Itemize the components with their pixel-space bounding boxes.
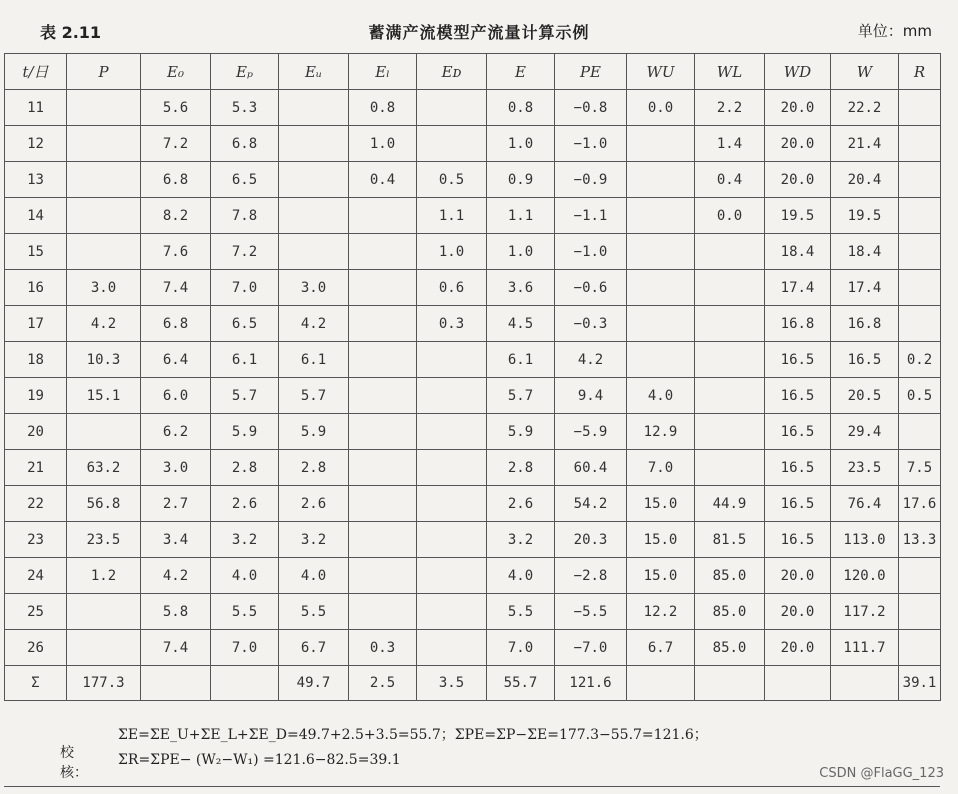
table-cell: 60.4 (555, 450, 627, 486)
table-cell: 4.0 (627, 378, 695, 414)
table-cell: 6.7 (627, 630, 695, 666)
table-cell: 39.1 (899, 666, 941, 701)
table-cell: 2.7 (141, 486, 211, 522)
table-cell: 6.1 (487, 342, 555, 378)
table-cell: 16.8 (831, 306, 899, 342)
table-cell: 16.5 (765, 450, 831, 486)
table-cell: 3.0 (279, 270, 349, 306)
sum-row (5, 666, 941, 701)
table-cell: 22.2 (831, 90, 899, 126)
table-cell: 49.7 (279, 666, 349, 701)
table-cell (211, 666, 279, 701)
table-cell (695, 378, 765, 414)
table-cell: 2.5 (349, 666, 417, 701)
table-cell: 1.0 (349, 126, 417, 162)
column-header: WL (695, 54, 765, 90)
table-cell: 3.0 (141, 450, 211, 486)
table-cell: 15.0 (627, 522, 695, 558)
table-cell: 2.8 (279, 450, 349, 486)
table-cell: 14 (5, 198, 67, 234)
table-cell: 19 (5, 378, 67, 414)
table-cell: 2.6 (211, 486, 279, 522)
table-cell: −1.1 (555, 198, 627, 234)
table-cell (349, 306, 417, 342)
table-cell: 6.8 (211, 126, 279, 162)
table-cell (627, 666, 695, 701)
table-cell: 0.0 (627, 90, 695, 126)
table-cell: −0.9 (555, 162, 627, 198)
table-cell: 6.5 (211, 306, 279, 342)
column-header: PE (555, 54, 627, 90)
table-cell: 5.5 (487, 594, 555, 630)
table-cell: 2.8 (211, 450, 279, 486)
table-cell: 7.5 (899, 450, 941, 486)
table-cell: 0.9 (487, 162, 555, 198)
table-row (5, 486, 941, 522)
table-cell (67, 198, 141, 234)
table-cell: 0.8 (487, 90, 555, 126)
table-cell: 16.5 (765, 342, 831, 378)
table-cell: −1.0 (555, 234, 627, 270)
table-cell (67, 594, 141, 630)
table-cell: 6.4 (141, 342, 211, 378)
table-cell (279, 162, 349, 198)
table-title: 蓄满产流模型产流量计算示例 (368, 23, 590, 42)
check-formula-1: ΣE=ΣE_U+ΣE_L+ΣE_D=49.7+2.5+3.5=55.7；ΣPE=ΣP−ΣE=177.3−55.7=121.6； (118, 727, 708, 743)
table-row (5, 342, 941, 378)
table-cell (899, 594, 941, 630)
table-cell (349, 594, 417, 630)
column-header: t/日 (5, 54, 67, 90)
table-cell: 20.5 (831, 378, 899, 414)
table-cell: 3.6 (487, 270, 555, 306)
table-cell (349, 522, 417, 558)
table-cell: 20.0 (765, 558, 831, 594)
column-header: W (831, 54, 899, 90)
table-header (0, 0, 958, 46)
table-cell (695, 450, 765, 486)
table-cell: 85.0 (695, 558, 765, 594)
table-cell: 0.3 (417, 306, 487, 342)
table-cell: 4.2 (279, 306, 349, 342)
table-cell: 5.3 (211, 90, 279, 126)
table-row (5, 450, 941, 486)
table-cell: 0.2 (899, 342, 941, 378)
table-cell: 22 (5, 486, 67, 522)
table-cell: 0.4 (695, 162, 765, 198)
table-row (5, 594, 941, 630)
table-cell (899, 162, 941, 198)
table-cell: 19.5 (831, 198, 899, 234)
table-cell (279, 198, 349, 234)
table-cell: 16 (5, 270, 67, 306)
table-cell: 3.2 (487, 522, 555, 558)
table-cell (831, 666, 899, 701)
table-cell: 0.0 (695, 198, 765, 234)
table-cell: 2.6 (279, 486, 349, 522)
table-cell: 120.0 (831, 558, 899, 594)
table-cell: 44.9 (695, 486, 765, 522)
table-cell: 1.0 (417, 234, 487, 270)
table-cell: −7.0 (555, 630, 627, 666)
table-cell: 3.2 (279, 522, 349, 558)
table-cell: 85.0 (695, 594, 765, 630)
table-cell: 6.2 (141, 414, 211, 450)
table-cell: 9.4 (555, 378, 627, 414)
unit-label: 单位：mm (857, 22, 932, 40)
table-cell: 15.0 (627, 558, 695, 594)
table-cell (899, 234, 941, 270)
table-cell: 4.2 (141, 558, 211, 594)
column-header: E (487, 54, 555, 90)
table-cell (627, 270, 695, 306)
table-cell: 26 (5, 630, 67, 666)
table-cell (417, 558, 487, 594)
table-cell: Σ (5, 666, 67, 701)
table-cell (349, 558, 417, 594)
table-cell (627, 198, 695, 234)
table-cell: 20.0 (765, 630, 831, 666)
table-cell: 111.7 (831, 630, 899, 666)
table-cell: 16.5 (765, 522, 831, 558)
table-cell (67, 90, 141, 126)
column-header: E₀ (141, 54, 211, 90)
table-cell (899, 414, 941, 450)
table-cell: 5.7 (279, 378, 349, 414)
table-cell: 1.0 (487, 126, 555, 162)
table-cell: 20.0 (765, 162, 831, 198)
table-cell: 117.2 (831, 594, 899, 630)
table-cell (349, 414, 417, 450)
table-cell: 18 (5, 342, 67, 378)
table-cell: 56.8 (67, 486, 141, 522)
table-cell: 6.8 (141, 162, 211, 198)
table-cell: 7.4 (141, 630, 211, 666)
table-cell: 13.3 (899, 522, 941, 558)
table-cell: 54.2 (555, 486, 627, 522)
table-row (5, 414, 941, 450)
table-cell: −5.9 (555, 414, 627, 450)
table-cell: 12.2 (627, 594, 695, 630)
table-cell: 5.5 (279, 594, 349, 630)
table-cell: 1.1 (417, 198, 487, 234)
table-cell: 7.2 (141, 126, 211, 162)
check-formula-2: ΣR=ΣPE− (W₂−W₁) =121.6−82.5=39.1 (118, 752, 401, 768)
bottom-rule (4, 786, 940, 787)
table-cell (417, 126, 487, 162)
column-header: Eₚ (211, 54, 279, 90)
table-cell: 5.6 (141, 90, 211, 126)
table-cell (695, 234, 765, 270)
table-cell: 5.9 (279, 414, 349, 450)
table-cell (695, 342, 765, 378)
table-cell: −1.0 (555, 126, 627, 162)
table-row (5, 306, 941, 342)
table-cell: 7.6 (141, 234, 211, 270)
table-cell: 6.0 (141, 378, 211, 414)
table-cell: 7.8 (211, 198, 279, 234)
table-cell: 4.5 (487, 306, 555, 342)
table-cell (279, 126, 349, 162)
table-cell: 0.6 (417, 270, 487, 306)
table-cell (279, 234, 349, 270)
table-cell: 4.2 (555, 342, 627, 378)
table-cell: 6.1 (279, 342, 349, 378)
table-cell: 3.0 (67, 270, 141, 306)
table-cell: 15 (5, 234, 67, 270)
table-cell (67, 234, 141, 270)
table-row (5, 126, 941, 162)
table-cell: 15.0 (627, 486, 695, 522)
table-cell: 4.0 (487, 558, 555, 594)
table-cell: 23.5 (831, 450, 899, 486)
table-cell: 15.1 (67, 378, 141, 414)
table-cell: 20.4 (831, 162, 899, 198)
table-cell: 24 (5, 558, 67, 594)
table-cell (417, 378, 487, 414)
column-header: P (67, 54, 141, 90)
table-row (5, 378, 941, 414)
table-cell: 5.7 (487, 378, 555, 414)
table-cell: −0.6 (555, 270, 627, 306)
table-cell: 8.2 (141, 198, 211, 234)
table-cell: 76.4 (831, 486, 899, 522)
table-cell: −5.5 (555, 594, 627, 630)
table-cell: 1.1 (487, 198, 555, 234)
table-cell: 18.4 (831, 234, 899, 270)
table-cell: 3.4 (141, 522, 211, 558)
table-cell: 11 (5, 90, 67, 126)
table-cell: 63.2 (67, 450, 141, 486)
table-cell: 23.5 (67, 522, 141, 558)
table-cell (349, 486, 417, 522)
table-cell: 6.5 (211, 162, 279, 198)
table-cell: 4.0 (211, 558, 279, 594)
table-cell (695, 666, 765, 701)
table-cell: 16.5 (765, 486, 831, 522)
column-header: WU (627, 54, 695, 90)
table-row (5, 270, 941, 306)
table-cell (349, 342, 417, 378)
table-cell: 17 (5, 306, 67, 342)
table-row (5, 558, 941, 594)
table-cell (627, 234, 695, 270)
table-cell (349, 378, 417, 414)
table-cell: 0.5 (899, 378, 941, 414)
table-cell: 23 (5, 522, 67, 558)
table-cell: 5.8 (141, 594, 211, 630)
table-cell: 7.2 (211, 234, 279, 270)
table-cell (627, 126, 695, 162)
table-cell: 16.5 (765, 378, 831, 414)
column-header: Eᵤ (279, 54, 349, 90)
table-cell (627, 342, 695, 378)
table-cell (67, 126, 141, 162)
table-cell: 0.5 (417, 162, 487, 198)
column-header: Eₗ (349, 54, 417, 90)
table-cell: 3.2 (211, 522, 279, 558)
table-cell (67, 414, 141, 450)
table-number: 表 2.11 (40, 23, 102, 42)
table-cell: 2.8 (487, 450, 555, 486)
table-cell: 81.5 (695, 522, 765, 558)
table-cell (417, 90, 487, 126)
table-cell (899, 558, 941, 594)
table-cell: 4.0 (279, 558, 349, 594)
table-cell (765, 666, 831, 701)
table-cell: 20.0 (765, 90, 831, 126)
table-cell: 3.5 (417, 666, 487, 701)
table-cell (349, 234, 417, 270)
table-cell: 1.4 (695, 126, 765, 162)
table-cell (695, 306, 765, 342)
runoff-calculation-table (4, 53, 941, 701)
table-cell: 18.4 (765, 234, 831, 270)
table-cell: 5.5 (211, 594, 279, 630)
table-cell (349, 270, 417, 306)
table-cell: 12.9 (627, 414, 695, 450)
table-cell: 5.7 (211, 378, 279, 414)
table-cell (627, 306, 695, 342)
table-cell: 21.4 (831, 126, 899, 162)
table-cell: 121.6 (555, 666, 627, 701)
table-cell: 20 (5, 414, 67, 450)
table-row (5, 630, 941, 666)
table-cell (417, 630, 487, 666)
table-cell: −0.3 (555, 306, 627, 342)
table-cell: 25 (5, 594, 67, 630)
table-cell: 17.4 (765, 270, 831, 306)
table-cell: 7.0 (211, 270, 279, 306)
table-cell (349, 450, 417, 486)
table-cell (279, 90, 349, 126)
table-cell: 5.9 (487, 414, 555, 450)
column-header: WD (765, 54, 831, 90)
table-row (5, 162, 941, 198)
table-cell: 16.5 (765, 414, 831, 450)
table-cell: 29.4 (831, 414, 899, 450)
table-cell: 5.9 (211, 414, 279, 450)
table-cell: 19.5 (765, 198, 831, 234)
table-cell (899, 630, 941, 666)
table-cell (695, 414, 765, 450)
table-cell: 2.6 (487, 486, 555, 522)
table-row (5, 234, 941, 270)
table-cell (899, 198, 941, 234)
table-cell: 7.0 (211, 630, 279, 666)
table-cell: 20.0 (765, 594, 831, 630)
table-cell: 10.3 (67, 342, 141, 378)
table-cell: 1.2 (67, 558, 141, 594)
table-cell: 0.3 (349, 630, 417, 666)
table-cell: 13 (5, 162, 67, 198)
table-cell: 7.0 (487, 630, 555, 666)
table-cell: 177.3 (67, 666, 141, 701)
table-cell: 113.0 (831, 522, 899, 558)
table-cell: 21 (5, 450, 67, 486)
table-cell: 16.8 (765, 306, 831, 342)
table-cell: 17.6 (899, 486, 941, 522)
table-cell: 7.4 (141, 270, 211, 306)
table-cell (417, 522, 487, 558)
table-cell (899, 306, 941, 342)
table-cell: 85.0 (695, 630, 765, 666)
table-cell: 17.4 (831, 270, 899, 306)
table-cell (417, 486, 487, 522)
table-cell (141, 666, 211, 701)
table-cell: 20.0 (765, 126, 831, 162)
table-row (5, 522, 941, 558)
table-cell: 0.4 (349, 162, 417, 198)
table-cell: −2.8 (555, 558, 627, 594)
table-cell: 1.0 (487, 234, 555, 270)
table-cell (417, 414, 487, 450)
table-cell (627, 162, 695, 198)
watermark: CSDN @FlaGG_123 (819, 766, 944, 781)
table-cell (67, 162, 141, 198)
table-cell: 6.8 (141, 306, 211, 342)
column-header: R (899, 54, 941, 90)
table-cell: 0.8 (349, 90, 417, 126)
table-cell (899, 126, 941, 162)
table-cell: 55.7 (487, 666, 555, 701)
table-cell (695, 270, 765, 306)
check-label: 校核： (60, 745, 88, 781)
table-cell: 6.7 (279, 630, 349, 666)
table-cell (899, 270, 941, 306)
table-cell (417, 594, 487, 630)
header-row (5, 54, 941, 90)
table-cell: 2.2 (695, 90, 765, 126)
table-cell (417, 450, 487, 486)
table-row (5, 198, 941, 234)
table-cell (67, 630, 141, 666)
table-cell: 12 (5, 126, 67, 162)
table-cell (349, 198, 417, 234)
table-cell: 7.0 (627, 450, 695, 486)
table-cell: 4.2 (67, 306, 141, 342)
table-cell (899, 90, 941, 126)
table-cell: −0.8 (555, 90, 627, 126)
table-cell: 16.5 (831, 342, 899, 378)
table-row (5, 90, 941, 126)
table-cell (417, 342, 487, 378)
column-header: Eᴅ (417, 54, 487, 90)
table-cell: 6.1 (211, 342, 279, 378)
table-cell: 20.3 (555, 522, 627, 558)
